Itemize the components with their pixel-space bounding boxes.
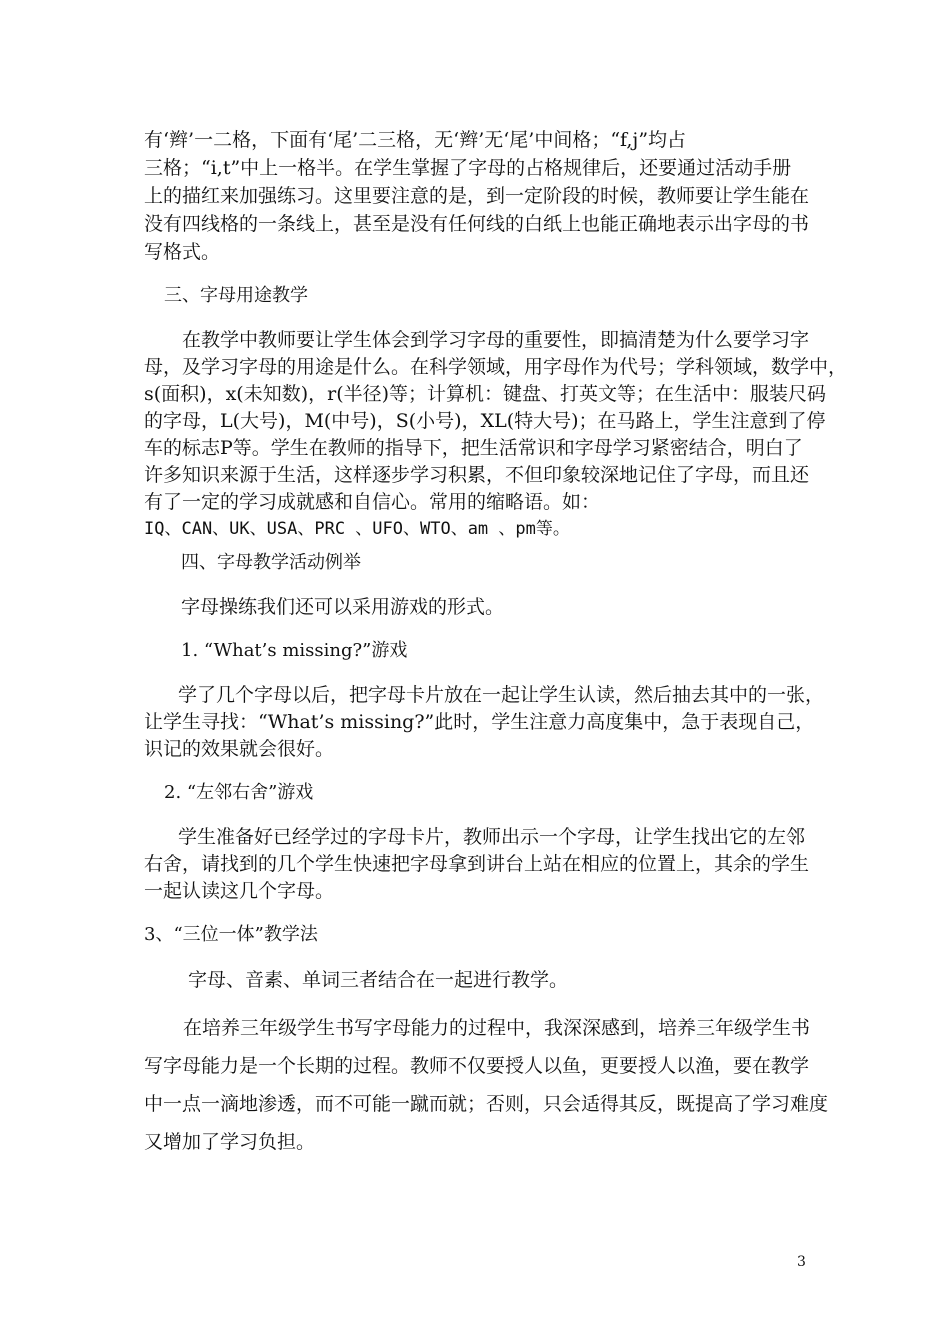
section-heading: 四、字母教学活动例举 [181,552,361,573]
paragraph-line: 字母、音素、单词三者结合在一起进行教学。 [188,969,569,991]
paragraph-line: 字母操练我们还可以采用游戏的形式。 [181,596,505,618]
text-line: s(面积)，x(未知数)，r(半径)等；计算机：键盘、打英文等；在生活中：服装尺码 [144,383,827,405]
text-line: 写字母能力是一个长期的过程。教师不仅要授人以鱼，更要授人以渔，要在教学 [144,1055,810,1077]
text-line: 右舍，请找到的几个学生快速把字母拿到讲台上站在相应的位置上，其余的学生 [144,853,810,875]
subsection-heading: 3、“三位一体”教学法 [144,924,318,945]
text-line: 有了一定的学习成就感和自信心。常用的缩略语。如： [144,491,601,513]
subsection-heading: 1. “What’s missing?”游戏 [181,640,408,661]
subsection-heading: 2. “左邻右舍”游戏 [164,782,314,803]
paragraph-first-line: 学了几个字母以后，把字母卡片放在一起让学生认读，然后抽去其中的一张， [178,684,825,706]
text-line: 又增加了学习负担。 [144,1131,316,1153]
text-line: 让学生寻找：“What’s missing?”此时，学生注意力高度集中，急于表现自己， [144,711,815,733]
paragraph-first-line: 学生准备好已经学过的字母卡片，教师出示一个字母，让学生找出它的左邻 [178,826,806,848]
section-heading: 三、字母用途教学 [164,285,308,306]
page-number: 3 [797,1254,806,1270]
text-line: IQ、CAN、UK、USA、PRC 、UFO、WTO、am 、pm等。 [144,519,570,539]
text-line: 车的标志P等。学生在教师的指导下，把生活常识和字母学习紧密结合，明白了 [144,437,803,459]
text-line: 的字母，L(大号)，M(中号)，S(小号)，XL(特大号)；在马路上，学生注意到了停 [144,410,826,432]
text-line: 上的描红来加强练习。这里要注意的是，到一定阶段的时候，教师要让学生能在 [144,185,810,207]
text-line: 有‘辫’一二格，下面有‘尾’二三格，无‘辫’无‘尾’中间格；“f,j”均占 [144,129,687,151]
text-line: 三格；“i,t”中上一格半。在学生掌握了字母的占格规律后，还要通过活动手册 [144,157,792,179]
paragraph-first-line: 在教学中教师要让学生体会到学习字母的重要性，即搞清楚为什么要学习字 [182,329,810,351]
text-line: 没有四线格的一条线上，甚至是没有任何线的白纸上也能正确地表示出字母的书 [144,213,810,235]
text-line: 许多知识来源于生活，这样逐步学习积累，不但印象较深地记住了字母，而且还 [144,464,810,486]
text-line: 一起认读这几个字母。 [144,880,335,902]
text-line: 母，及学习字母的用途是什么。在科学领域，用字母作为代号；学科领域，数学中， [144,356,848,378]
text-line: 识记的效果就会很好。 [144,738,335,760]
paragraph-first-line: 在培养三年级学生书写字母能力的过程中，我深深感到，培养三年级学生书 [183,1017,811,1039]
text-line: 中一点一滴地渗透，而不可能一蹴而就；否则，只会适得其反，既提高了学习难度 [144,1093,829,1115]
text-line: 写格式。 [144,241,221,263]
